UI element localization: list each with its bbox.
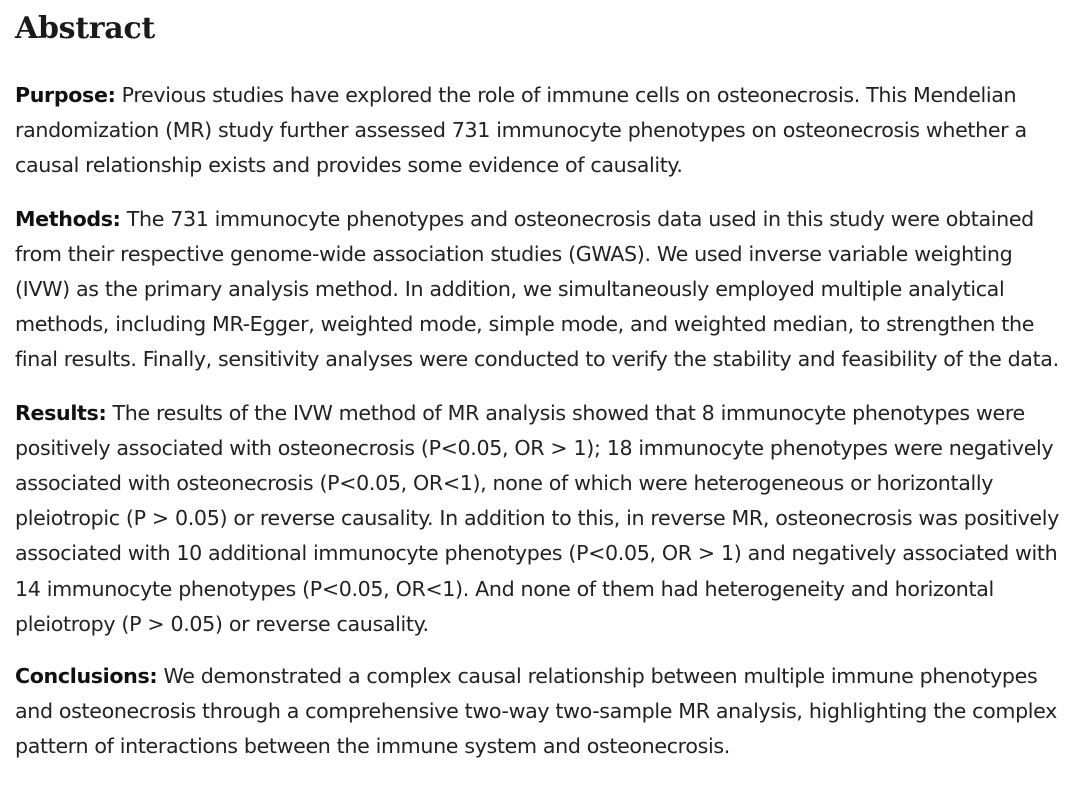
purpose-paragraph bbox=[15, 78, 1073, 184]
conclusions-label: Conclusions: bbox=[15, 664, 158, 689]
abstract-section bbox=[15, 0, 1073, 765]
conclusions-paragraph bbox=[15, 659, 1073, 765]
methods-paragraph bbox=[15, 202, 1073, 378]
results-label: Results: bbox=[15, 400, 107, 425]
results-text: The results of the IVW method of MR analysis showed that 8 immunocyte phenotypes were positively associated with osteonecrosis (P<0.05, OR > 1); 18 immunocyte phenotypes were negatively associated with osteonecrosis (P<0.05, OR<1), none of which were heterogeneous or horizontally pleiotropic (P > 0.05) or reverse causality. In addition to this, in reverse MR, osteonecrosis was positively associated with 10 additional immunocyte phenotypes (P<0.05, OR > 1) and negatively associated with 14 immunocyte phenotypes (P<0.05, OR<1). And none of them had heterogeneity and horizontal pleiotropy (P > 0.05) or reverse causality. bbox=[15, 400, 1059, 636]
conclusions-text: We demonstrated a complex causal relationship between multiple immune phenotypes and osteonecrosis through a comprehensive two-way two-sample MR analysis, highlighting the complex pattern of interactions between the immune system and osteonecrosis. bbox=[15, 664, 1057, 759]
results-paragraph bbox=[15, 396, 1073, 642]
methods-label: Methods: bbox=[15, 206, 121, 231]
purpose-label: Purpose: bbox=[15, 83, 116, 107]
purpose-text: Previous studies have explored the role of immune cells on osteonecrosis. This Mendelian randomization (MR) study further assessed 731 immunocyte phenotypes on osteonecrosis whether a causal relationship exists and provides some evidence of causality. bbox=[15, 83, 1027, 178]
methods-text: The 731 immunocyte phenotypes and osteonecrosis data used in this study were obtained from their respective genome-wide association studies (GWAS). We used inverse variable weighting (IVW) as the primary analysis method. In addition, we simultaneously employed multiple analytical methods, including MR-Egger, weighted mode, simple mode, and weighted median, to strengthen the final results. Finally, sensitivity analyses were conducted to verify the stability and feasibility of the data. bbox=[15, 206, 1059, 372]
abstract-heading: Abstract bbox=[15, 11, 155, 46]
